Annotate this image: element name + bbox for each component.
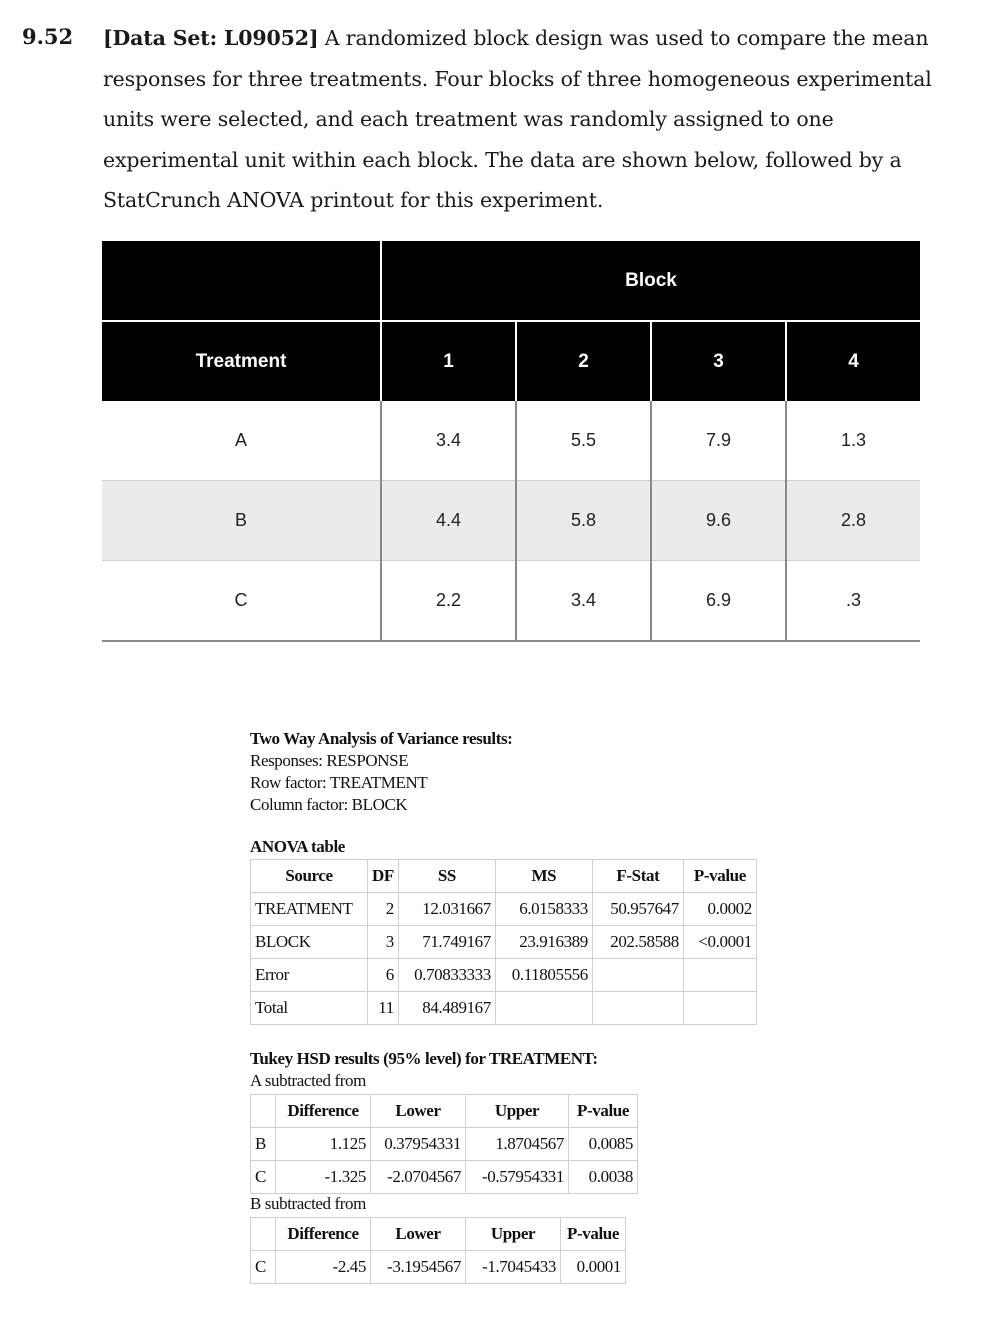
value-cell: 2.8 xyxy=(786,481,920,561)
tukey-table-b xyxy=(250,1217,626,1284)
table-row xyxy=(251,992,757,1025)
problem-number: 9.52 xyxy=(22,24,74,49)
table-row xyxy=(102,481,920,561)
anova-table xyxy=(250,859,757,1025)
anova-source: TREATMENT xyxy=(251,893,368,926)
value-cell: 5.5 xyxy=(516,401,651,481)
anova-pvalue xyxy=(683,992,756,1025)
tukey-col-header: P-value xyxy=(561,1218,626,1251)
anova-df: 11 xyxy=(368,992,399,1025)
value-cell: 6.9 xyxy=(651,561,786,642)
tukey-upper: 1.8704567 xyxy=(466,1128,569,1161)
table-row xyxy=(102,561,920,642)
value-cell: 7.9 xyxy=(651,401,786,481)
table-row xyxy=(251,959,757,992)
treatment-cell: B xyxy=(102,481,381,561)
value-cell: 2.2 xyxy=(381,561,516,642)
table-row xyxy=(251,893,757,926)
problem-line-3: units were selected, and each treatment was randomly assigned to one xyxy=(103,107,834,131)
data-table xyxy=(102,241,920,642)
tukey-lower: -2.0704567 xyxy=(371,1161,466,1194)
tukey-pvalue: 0.0038 xyxy=(569,1161,638,1194)
tukey-title: Tukey HSD results (95% level) for TREATMENT: xyxy=(250,1049,598,1068)
value-cell: 3.4 xyxy=(381,401,516,481)
anova-col-header: DF xyxy=(368,860,399,893)
header-row-block xyxy=(102,241,920,321)
header-row-labels xyxy=(102,321,920,401)
anova-df: 6 xyxy=(368,959,399,992)
value-cell: 3.4 xyxy=(516,561,651,642)
tukey-pvalue: 0.0085 xyxy=(569,1128,638,1161)
tukey-col-header: P-value xyxy=(569,1095,638,1128)
anova-ss: 0.70833333 xyxy=(398,959,495,992)
block-label: 1 xyxy=(381,321,516,401)
problem-line-5: StatCrunch ANOVA printout for this experiment. xyxy=(103,188,604,212)
tukey-upper: -0.57954331 xyxy=(466,1161,569,1194)
block-label: 4 xyxy=(786,321,920,401)
tukey-label: B xyxy=(251,1128,276,1161)
anova-fstat xyxy=(592,992,683,1025)
anova-source: Total xyxy=(251,992,368,1025)
tukey-col-header: Difference xyxy=(276,1095,371,1128)
value-cell: .3 xyxy=(786,561,920,642)
value-cell: 1.3 xyxy=(786,401,920,481)
problem-line-2: responses for three treatments. Four blocks of three homogeneous experimental xyxy=(103,66,932,91)
tukey-col-header: Difference xyxy=(276,1218,371,1251)
table-row xyxy=(251,1128,638,1161)
anova-fstat: 50.957647 xyxy=(592,893,683,926)
anova-pvalue: 0.0002 xyxy=(683,893,756,926)
anova-fstat xyxy=(592,959,683,992)
anova-col-header: P-value xyxy=(683,860,756,893)
tukey-lower: -3.1954567 xyxy=(371,1251,466,1284)
value-cell: 4.4 xyxy=(381,481,516,561)
table-row xyxy=(251,1251,626,1284)
tukey-difference: -2.45 xyxy=(276,1251,371,1284)
treatment-cell: A xyxy=(102,401,381,481)
anova-col-header: Source xyxy=(251,860,368,893)
tukey-pvalue: 0.0001 xyxy=(561,1251,626,1284)
anova-results-title: Two Way Analysis of Variance results: xyxy=(250,729,513,748)
anova-results-header xyxy=(250,728,512,816)
anova-ss: 71.749167 xyxy=(398,926,495,959)
tukey-header-row xyxy=(251,1218,626,1251)
dataset-label: [Data Set: L09052] xyxy=(103,26,319,50)
value-cell: 5.8 xyxy=(516,481,651,561)
column-factor-line: Column factor: BLOCK xyxy=(250,795,408,814)
tukey-upper: -1.7045433 xyxy=(466,1251,561,1284)
table-row xyxy=(251,926,757,959)
tukey-col-header: Upper xyxy=(466,1095,569,1128)
anova-source: Error xyxy=(251,959,368,992)
anova-col-header: F-Stat xyxy=(592,860,683,893)
table-row xyxy=(102,401,920,481)
problem-statement xyxy=(103,18,953,221)
anova-ms: 6.0158333 xyxy=(495,893,592,926)
anova-col-header: SS xyxy=(398,860,495,893)
treatment-cell: C xyxy=(102,561,381,642)
anova-source: BLOCK xyxy=(251,926,368,959)
anova-df: 3 xyxy=(368,926,399,959)
problem-line-4: experimental unit within each block. The data are shown below, followed by a xyxy=(103,147,902,172)
tukey-subtitle: A subtracted from xyxy=(250,1071,366,1090)
responses-line: Responses: RESPONSE xyxy=(250,751,409,770)
tukey-table-a xyxy=(250,1094,638,1194)
anova-header-row xyxy=(251,860,757,893)
header-empty-cell xyxy=(102,241,381,321)
problem-line-1-text: A randomized block design was used to compare the mean xyxy=(318,26,929,50)
tukey-col-header xyxy=(251,1095,276,1128)
tukey-col-header: Lower xyxy=(371,1095,466,1128)
anova-ss: 84.489167 xyxy=(398,992,495,1025)
tukey-subtitle: B subtracted from xyxy=(250,1194,366,1213)
tukey-difference: 1.125 xyxy=(276,1128,371,1161)
tukey-difference: -1.325 xyxy=(276,1161,371,1194)
value-cell: 9.6 xyxy=(651,481,786,561)
tukey-header-row xyxy=(251,1095,638,1128)
tukey-label: C xyxy=(251,1251,276,1284)
tukey-lower: 0.37954331 xyxy=(371,1128,466,1161)
tukey-label: C xyxy=(251,1161,276,1194)
anova-df: 2 xyxy=(368,893,399,926)
block-label: 3 xyxy=(651,321,786,401)
anova-pvalue xyxy=(683,959,756,992)
block-header: Block xyxy=(381,241,920,321)
problem-line-1 xyxy=(103,18,953,59)
block-label: 2 xyxy=(516,321,651,401)
anova-fstat: 202.58588 xyxy=(592,926,683,959)
treatment-header: Treatment xyxy=(102,321,381,401)
anova-col-header: MS xyxy=(495,860,592,893)
tukey-col-header: Lower xyxy=(371,1218,466,1251)
table-row xyxy=(251,1161,638,1194)
anova-ms xyxy=(495,992,592,1025)
row-factor-line: Row factor: TREATMENT xyxy=(250,773,428,792)
anova-pvalue: <0.0001 xyxy=(683,926,756,959)
anova-table-title: ANOVA table xyxy=(250,837,345,856)
anova-ss: 12.031667 xyxy=(398,893,495,926)
tukey-col-header xyxy=(251,1218,276,1251)
anova-ms: 0.11805556 xyxy=(495,959,592,992)
anova-ms: 23.916389 xyxy=(495,926,592,959)
tukey-col-header: Upper xyxy=(466,1218,561,1251)
